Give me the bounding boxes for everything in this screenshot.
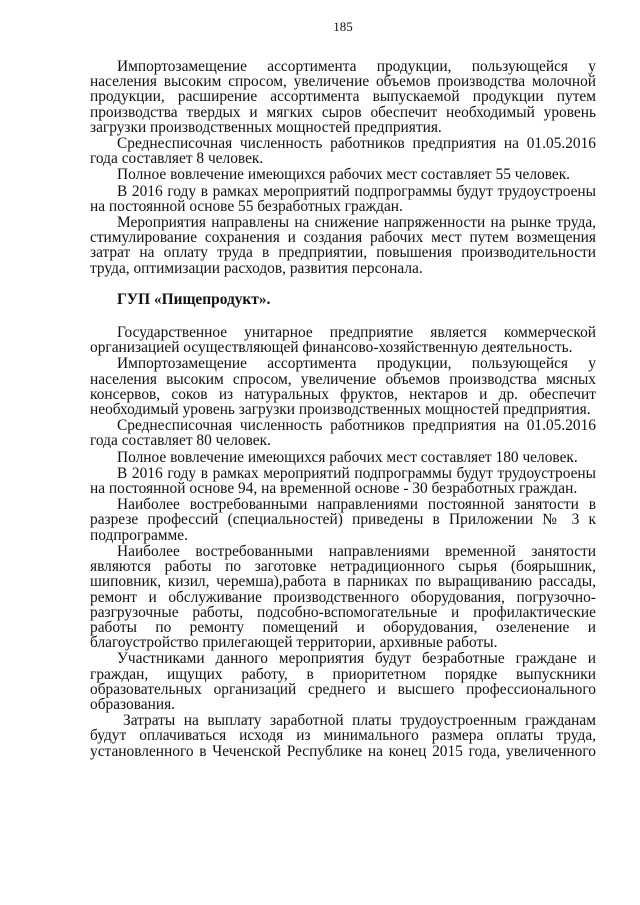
- paragraph-headcount-8: Среднесписочная численность работников предприятия на 01.05.2016 года составляет 8 человек.: [90, 135, 596, 168]
- paragraph-headcount-80: Среднесписочная численность работников предприятия на 01.05.2016 года составляет 80 человек.: [90, 417, 596, 450]
- page-number: 185: [333, 19, 353, 34]
- paragraph-temporary-employment: Наиболее востребованными направлениями временной занятости являются работы по заготовке нетрадиционного сырья (боярышник, шиповник, кизил, черемша),работа в парниках по выращиванию рассады, ремонт и обслуживание производственного оборудования, погрузочно-разгрузочные работы, подсобно-вспомогательные и профилактические работы по ремонту помещений и оборудования, озеленение и благоустройство прилегающей территории, архивные работы.: [90, 542, 596, 652]
- paragraph-permanent-employment: Наиболее востребованными направлениями постоянной занятости в разрезе профессий (специальностей) приведены в Приложении № 3 к подпрограмме.: [90, 496, 596, 544]
- paragraph-salary-costs: Затраты на выплату заработной платы трудоустроенным гражданам будут оплачиваться исходя из минимального размера оплаты труда, установленного в Чеченской Республике на конец 2015 года, увеличенного: [90, 712, 596, 760]
- paragraph-import-substitution-dairy: Импортозамещение ассортимента продукции, пользующейся у населения высоким спросом, увеличение объемов производства молочной продукции, расширение ассортимента выпускаемой продукции путем производства твердых и мягких сыров обеспечит необходимый уровень загрузки производственных мощностей предприятия.: [90, 58, 596, 136]
- paragraph-import-substitution-canned: Импортозамещение ассортимента продукции, пользующейся у населения высоким спросом, увеличение объемов производства мясных консервов, соков из натуральных фруктов, нектаров и др. обеспечит необходимый уровень загрузки производственных мощностей предприятия.: [90, 355, 596, 419]
- paragraph-jobs-180: Полное вовлечение имеющихся рабочих мест составляет 180 человек.: [117, 448, 578, 466]
- section-heading-pishcheprodukt: ГУП «Пищепродукт».: [117, 290, 271, 308]
- document-body: [90, 59, 596, 760]
- paragraph-participants: Участниками данного мероприятия будут безработные граждане и граждан, ищущих работу, в приоритетном порядке выпускники образовательных организаций среднего и высшего профессионального образования.: [90, 650, 596, 713]
- paragraph-jobs-55: Полное вовлечение имеющихся рабочих мест составляет 55 человек.: [117, 166, 571, 184]
- paragraph-state-enterprise: Государственное унитарное предприятие является коммерческой организацией осуществляющей финансово-хозяйственную деятельность.: [90, 324, 596, 357]
- paragraph-employment-2016-55: В 2016 году в рамках мероприятий подпрограммы будут трудоустроены на постоянной основе 55 безработных граждан.: [90, 182, 596, 215]
- paragraph-employment-2016-94: В 2016 году в рамках мероприятий подпрограммы будут трудоустроены на постоянной основе 94, на временной основе - 30 безработных граждан.: [90, 464, 596, 498]
- document-page: [90, 0, 596, 905]
- paragraph-measures-aim: Мероприятия направлены на снижение напряженности на рынке труда, стимулирование сохранения и создания рабочих мест путем возмещения затрат на оплату труда в предприятии, повышения производительности труда, оптимизации расходов, развития персонала.: [90, 214, 596, 277]
